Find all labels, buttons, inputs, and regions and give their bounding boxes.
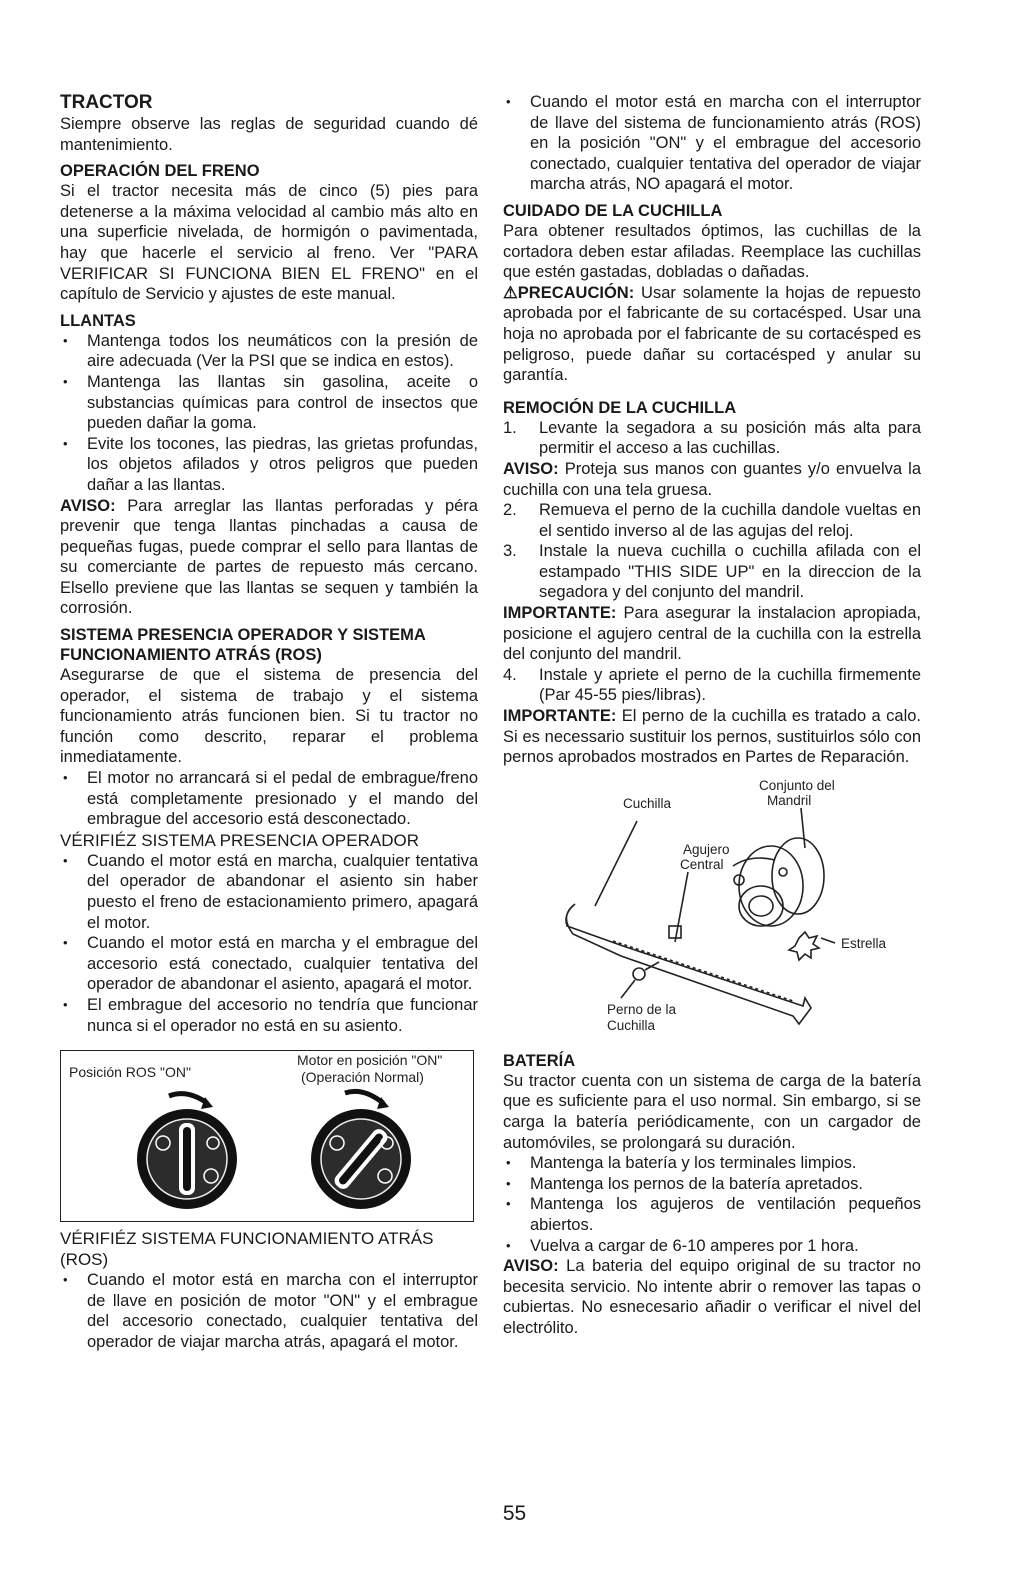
- step-text: Levante la segadora a su posición más alta para permitir el acceso a las cuchillas.: [539, 418, 921, 458]
- key-switch-ros-icon: [137, 1094, 237, 1209]
- list-item: • El motor no arrancará si el pedal de embrague/freno está completamente presionado y el mando del embrague del accesorio está desconectado.: [60, 768, 478, 830]
- step-text: Remueva el perno de la cuchilla dandole vueltas en el sentido inverso al de las agujas del reloj.: [539, 501, 921, 540]
- tires-list: [60, 331, 478, 496]
- ros-on-label: Posición ROS "ON": [69, 1064, 191, 1081]
- list-item: • Cuando el motor está en marcha y el embrague del accesorio está conectado, cualquier tentativa del operador de abandonar el asiento, apagará el motor.: [60, 933, 478, 995]
- tires-notice: [60, 496, 478, 620]
- important-2: [503, 706, 921, 768]
- tractor-title: TRACTOR: [60, 92, 153, 113]
- removal-steps-c: [503, 665, 921, 706]
- list-item: • Mantenga los agujeros de ventilación pequeños abiertos.: [503, 1194, 921, 1235]
- normal-operation-label: (Operación Normal): [301, 1069, 424, 1086]
- battery-notice: [503, 1256, 921, 1338]
- blade-care-text: Para obtener resultados óptimos, las cuchillas de la cortadora deben estar afiladas. Reemplace las cuchillas que estén gastadas, dobladas o dañadas.: [503, 221, 921, 282]
- battery-text: Su tractor cuenta con un sistema de carga de la batería que es suficiente para el uso normal. Sin embargo, si se carga la batería periódicamente, con un cargador de automóviles, se prolongará su duración.: [503, 1071, 921, 1152]
- ros-list-continued: [503, 92, 921, 195]
- caution-text: Usar solamente la hojas de repuesto aprobada por el fabricante de su cortacésped. Usar una hoja no aprobada por el fabricante de su cortacésped es peligroso, puede dañar su cortacésped y anular su garantía.: [503, 283, 921, 385]
- removal-notice: [503, 459, 921, 500]
- removal-steps-a: [503, 418, 921, 459]
- conjunto-label-1: Conjunto del: [759, 777, 835, 793]
- key-switch-motor-icon: [311, 1092, 411, 1210]
- caution-label: PRECAUCIÓN:: [517, 283, 635, 302]
- list-item: • Cuando el motor está en marcha, cualquier tentativa del operador de abandonar el asiento sin haber puesto el freno de estacionamiento primero, apagará el motor.: [60, 851, 478, 933]
- notice-text: Para arreglar las llantas perforadas y péra prevenir que tenga llantas pinchadas a causa de pequeñas fugas, puede comprar el sello para llantas de su comerciante de partes de repuesto más cercano. Elsello previene que las llantas se sequen y también la corrosión.: [60, 496, 478, 618]
- list-item: [503, 500, 921, 541]
- brake-text: Si el tractor necesita más de cinco (5) pies para detenerse a la máxima velocidad al cambio más alto en una superficie nivelada, de hormigón o pavimentada, hay que hacerle el servicio al freno. Ver "PARA VERIFICAR SI FUNCIONA BIEN EL FRENO" en el capítulo de Servicio y ajustes de este manual.: [60, 182, 478, 304]
- estrella-label: Estrella: [841, 935, 887, 951]
- battery-title: BATERÍA: [503, 1051, 576, 1070]
- important-1: [503, 603, 921, 665]
- removal-title: REMOCIÓN DE LA CUCHILLA: [503, 398, 737, 417]
- list-item: • Cuando el motor está en marcha con el interruptor de llave del sistema de funcionamiento atrás (ROS) en la posición "ON" y el embrague del accesorio conectado, cualquier tentativa del operador de viajar marcha atrás, NO apagará el motor.: [503, 92, 921, 195]
- step-number: 3.: [503, 542, 517, 561]
- page-number: 55: [502, 1502, 527, 1525]
- right-column: [503, 92, 921, 1339]
- important-label: IMPORTANTE:: [503, 707, 617, 726]
- presence-list: [60, 851, 478, 1036]
- list-item: [503, 541, 921, 603]
- notice-label: AVISO:: [503, 1257, 559, 1276]
- verify-presence-title: VÉRIFIÉZ SISTEMA PRESENCIA OPERADOR: [60, 830, 419, 850]
- ros-list: [60, 768, 478, 830]
- step-number: 2.: [503, 501, 517, 520]
- battery-list: [503, 1153, 921, 1256]
- important-text: Para asegurar la instalacion apropiada, posicione el agujero central de la cuchilla con la estrella del conjunto del mandril.: [503, 604, 921, 664]
- step-number: 1.: [503, 418, 517, 437]
- step-text: Instale y apriete el perno de la cuchilla firmemente (Par 45-55 pies/libras).: [539, 665, 921, 705]
- list-item: • Cuando el motor está en marcha con el interruptor de llave en posición de motor "ON" y el embrague del accesorio conectado, cualquier tentativa del operador de viajar marcha atrás, apagará el motor.: [60, 1270, 478, 1352]
- list-item: • Mantenga la batería y los terminales limpios.: [503, 1153, 921, 1174]
- list-item: • El embrague del accesorio no tendría que funcionar nunca si el operador no está en su asiento.: [60, 995, 478, 1036]
- blade-assembly-icon: [566, 808, 835, 1024]
- step-text: Instale la nueva cuchilla o cuchilla afilada con el estampado "THIS SIDE UP" en la direccion de la segadora y del conjunto del mandril.: [539, 542, 921, 602]
- tractor-intro: Siempre observe las reglas de seguridad cuando dé mantenimiento.: [60, 115, 478, 154]
- motor-on-label: Motor en posición "ON": [297, 1052, 443, 1069]
- removal-steps-b: [503, 500, 921, 603]
- blade-care-title: CUIDADO DE LA CUCHILLA: [503, 201, 723, 220]
- verify-ros-title: VÉRIFIÉZ SISTEMA FUNCIONAMIENTO ATRÁS (ROS): [60, 1229, 434, 1270]
- ros-title: SISTEMA PRESENCIA OPERADOR Y SISTEMA FUNCIONAMIENTO ATRÁS (ROS): [60, 626, 426, 665]
- verify-ros-list: [60, 1270, 478, 1352]
- list-item: • Mantenga las llantas sin gasolina, aceite o substancias químicas para control de insectos que pueden dañar la goma.: [60, 372, 478, 434]
- list-item: • Evite los tocones, las piedras, las grietas profundas, los objetos afilados y otros peligros que pueden dañar a las llantas.: [60, 434, 478, 496]
- perno-label-2: Cuchilla: [607, 1017, 656, 1033]
- conjunto-label-2: Mandril: [767, 792, 812, 808]
- ros-text: Asegurarse de que el sistema de presencia del operador, el sistema de trabajo y el sistema funcionamiento atrás funcionen bien. Si tu tractor no función como descrito, reparar el problema inmediatamente.: [60, 666, 478, 767]
- cuchilla-label: Cuchilla: [623, 795, 672, 811]
- tires-title: LLANTAS: [60, 311, 136, 330]
- brake-title: OPERACIÓN DEL FRENO: [60, 162, 260, 181]
- agujero-label-2: Central: [680, 856, 724, 872]
- notice-text: Proteja sus manos con guantes y/o envuelva la cuchilla con una tela gruesa.: [503, 459, 921, 499]
- blade-illustration: [503, 776, 921, 1041]
- notice-label: AVISO:: [503, 459, 559, 478]
- list-item: • Mantenga todos los neumáticos con la presión de aire adecuada (Ver la PSI que se indica en estos).: [60, 331, 478, 372]
- important-label: IMPORTANTE:: [503, 604, 617, 623]
- notice-label: AVISO:: [60, 496, 116, 515]
- left-column: [60, 92, 478, 1353]
- step-number: 4.: [503, 665, 517, 684]
- list-item: • Vuelva a cargar de 6-10 amperes por 1 hora.: [503, 1236, 921, 1257]
- notice-text: La bateria del equipo original de su tractor no becesita servicio. No intente abrir o remover las tapas o cubiertas. No esnecesario añadir o verificar el nivel del electrólito.: [503, 1257, 921, 1337]
- list-item: [503, 418, 921, 459]
- important-text: El perno de la cuchilla es tratado a calo. Si es necessario sustituir los pernos, sustituirlos sólo con pernos aprobados mostrados en Partes de Reparación.: [503, 707, 921, 767]
- list-item: • Mantenga los pernos de la batería apretados.: [503, 1174, 921, 1195]
- ignition-switch-figure: [60, 1050, 474, 1222]
- warning-triangle-icon: ⚠: [503, 283, 518, 302]
- ignition-switch-illustration: [61, 1051, 473, 1221]
- list-item: [503, 665, 921, 706]
- caution-paragraph: [503, 283, 921, 386]
- blade-assembly-figure: [503, 776, 921, 1041]
- perno-label-1: Perno de la: [607, 1001, 677, 1017]
- agujero-label-1: Agujero: [683, 841, 730, 857]
